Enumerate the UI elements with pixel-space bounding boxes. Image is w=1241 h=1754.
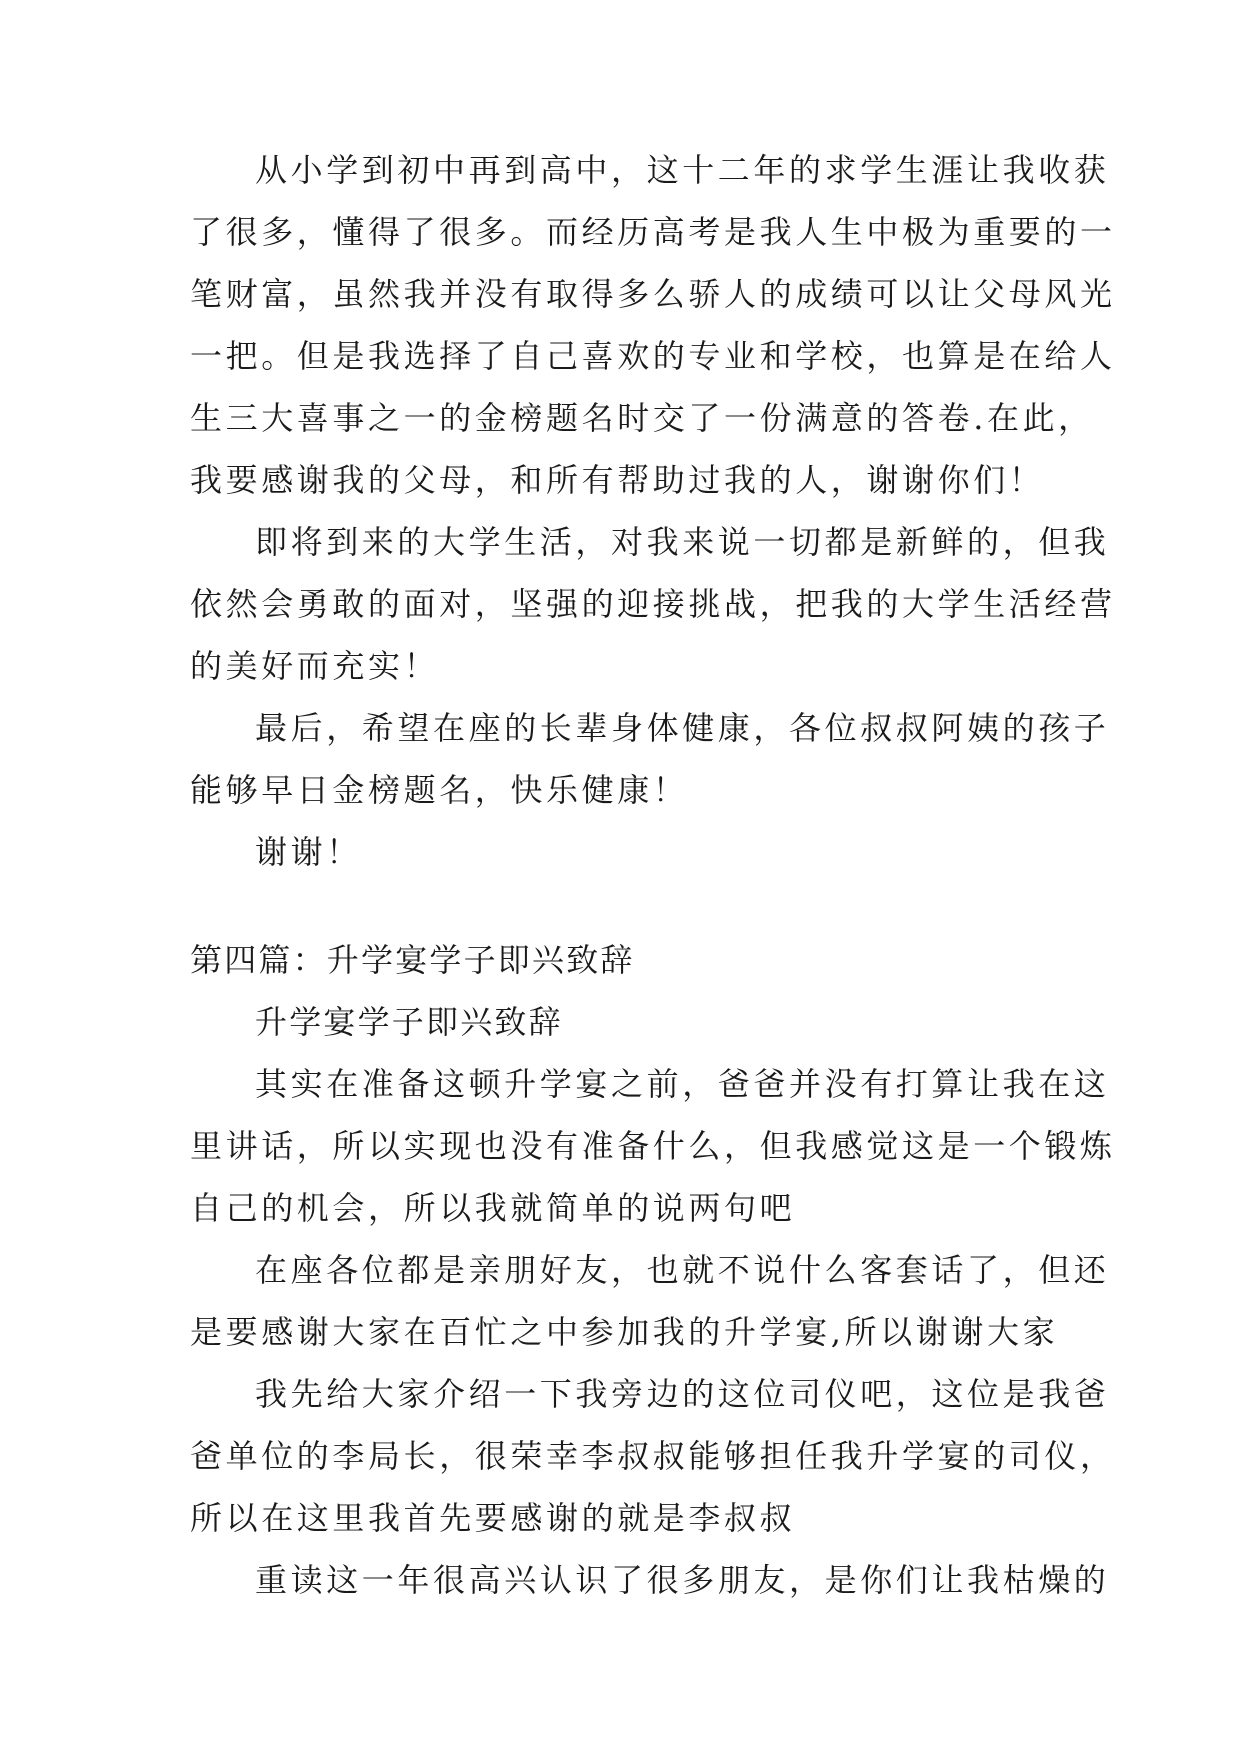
section-subtitle: 升学宴学子即兴致辞 xyxy=(255,1003,563,1041)
paragraph-line: 自己的机会，所以我就简单的说两句吧 xyxy=(190,1189,796,1227)
paragraph-line: 爸单位的李局长，很荣幸李叔叔能够担任我升学宴的司仪， xyxy=(190,1437,1116,1475)
paragraph-line: 依然会勇敢的面对，坚强的迎接挑战，把我的大学生活经营 xyxy=(190,585,1116,623)
paragraph-line: 里讲话，所以实现也没有准备什么，但我感觉这是一个锻炼 xyxy=(190,1127,1116,1165)
paragraph-line: 我要感谢我的父母，和所有帮助过我的人，谢谢你们！ xyxy=(190,461,1045,499)
paragraph-line: 其实在准备这顿升学宴之前，爸爸并没有打算让我在这 xyxy=(255,1065,1110,1103)
paragraph-line: 生三大喜事之一的金榜题名时交了一份满意的答卷.在此， xyxy=(190,399,1094,437)
paragraph-line: 是要感谢大家在百忙之中参加我的升学宴,所以谢谢大家 xyxy=(190,1313,1059,1351)
paragraph-line: 所以在这里我首先要感谢的就是李叔叔 xyxy=(190,1499,796,1537)
section-heading: 第四篇：升学宴学子即兴致辞 xyxy=(190,941,635,979)
paragraph-line: 从小学到初中再到高中，这十二年的求学生涯让我收获 xyxy=(255,151,1110,189)
paragraph-line: 笔财富，虽然我并没有取得多么骄人的成绩可以让父母风光 xyxy=(190,275,1116,313)
paragraph-line: 一把。但是我选择了自己喜欢的专业和学校，也算是在给人 xyxy=(190,337,1116,375)
paragraph-line: 我先给大家介绍一下我旁边的这位司仪吧，这位是我爸 xyxy=(255,1375,1110,1413)
paragraph-line: 的美好而充实！ xyxy=(190,647,440,685)
paragraph-line: 即将到来的大学生活，对我来说一切都是新鲜的，但我 xyxy=(255,523,1110,561)
paragraph-line: 重读这一年很高兴认识了很多朋友，是你们让我枯燥的 xyxy=(255,1561,1110,1599)
paragraph-line: 了很多，懂得了很多。而经历高考是我人生中极为重要的一 xyxy=(190,213,1116,251)
paragraph-line: 最后，希望在座的长辈身体健康，各位叔叔阿姨的孩子 xyxy=(255,709,1110,747)
paragraph-line: 能够早日金榜题名，快乐健康！ xyxy=(190,771,689,809)
paragraph-line: 谢谢！ xyxy=(255,833,362,871)
paragraph-line: 在座各位都是亲朋好友，也就不说什么客套话了，但还 xyxy=(255,1251,1110,1289)
